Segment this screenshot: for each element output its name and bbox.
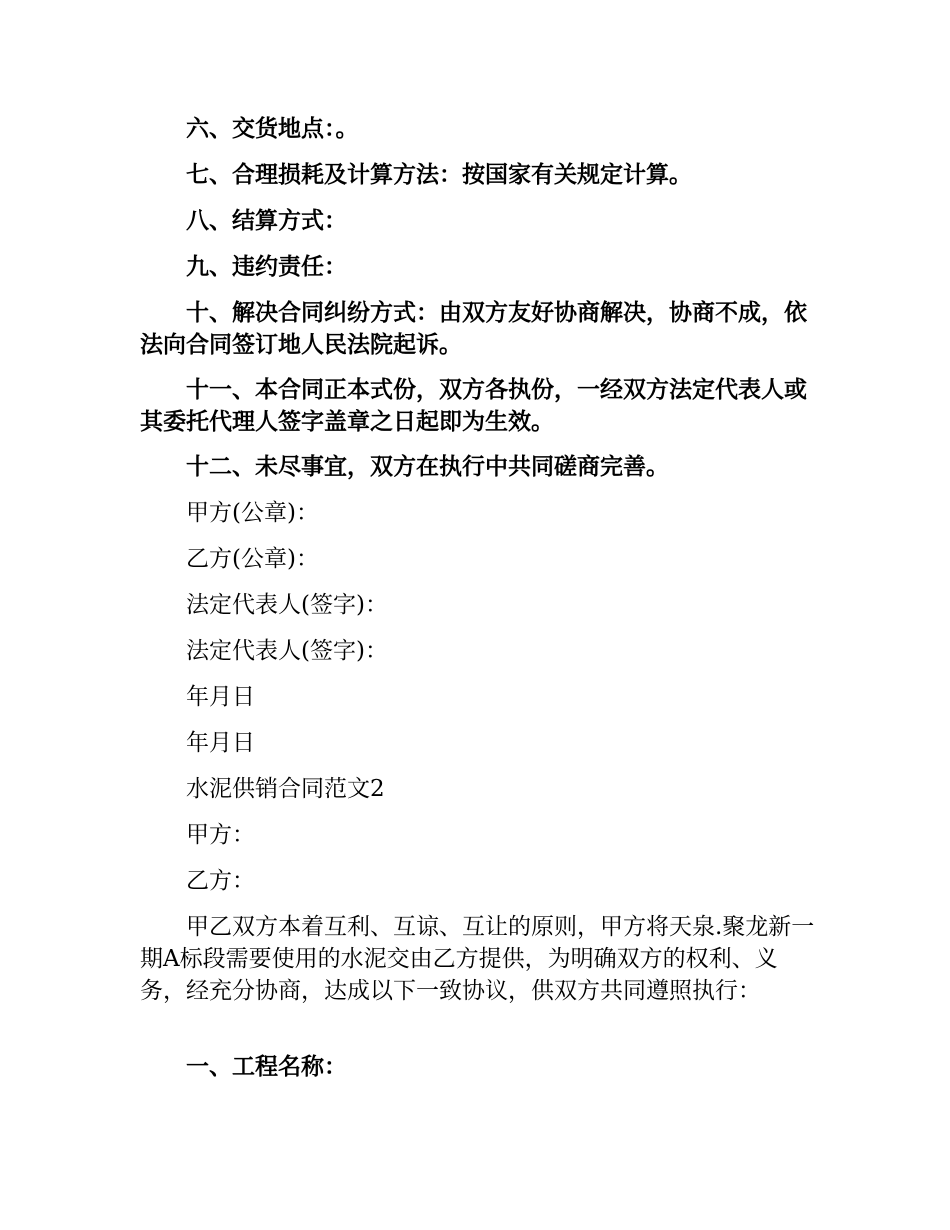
party-a-seal-line: 甲方(公章)： bbox=[186, 500, 319, 526]
party-b-line: 乙方： bbox=[186, 868, 255, 894]
clause-breach-liability: 九、违约责任： bbox=[186, 254, 347, 280]
clause-project-name: 一、工程名称： bbox=[186, 1054, 347, 1080]
legal-representative-signature-line: 法定代表人(签字)： bbox=[186, 592, 388, 618]
clause-delivery-location: 六、交货地点：。 bbox=[186, 116, 359, 142]
clause-loss-calculation: 七、合理损耗及计算方法：按国家有关规定计算。 bbox=[186, 162, 692, 188]
section-title: 水泥供销合同范文2 bbox=[186, 776, 385, 802]
party-a-line: 甲方： bbox=[186, 822, 255, 848]
clause-dispute-resolution: 十、解决合同纠纷方式：由双方友好协商解决，协商不成，依法向合同签订地人民法院起诉。 bbox=[140, 300, 807, 358]
legal-representative-signature-line: 法定代表人(签字)： bbox=[186, 638, 388, 664]
date-line: 年月日 bbox=[186, 730, 255, 756]
preamble-paragraph: 甲乙双方本着互利、互谅、互让的原则，甲方将天泉.聚龙新一期A标段需要使用的水泥交由乙方提供，为明确双方的权利、义务，经充分协商，达成以下一致协议，供双方共同遵照执行： bbox=[140, 914, 815, 1004]
clause-unfinished-matters: 十二、未尽事宜，双方在执行中共同磋商完善。 bbox=[186, 454, 669, 480]
date-line: 年月日 bbox=[186, 684, 255, 710]
clause-settlement-method: 八、结算方式： bbox=[186, 208, 347, 234]
clause-contract-copies: 十一、本合同正本式份，双方各执份，一经双方法定代表人或其委托代理人签字盖章之日起即为生效。 bbox=[140, 377, 807, 435]
party-b-seal-line: 乙方(公章)： bbox=[186, 546, 319, 572]
